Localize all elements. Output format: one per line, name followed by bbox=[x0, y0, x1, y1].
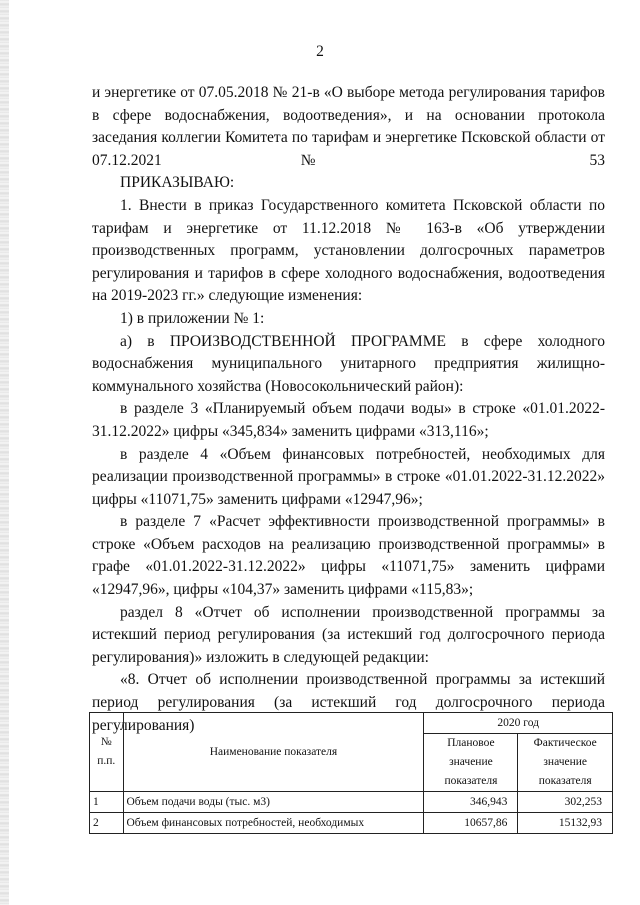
header-actual-value: Фактическое значение показателя bbox=[518, 734, 613, 792]
row-planned-value: 346,943 bbox=[424, 792, 518, 813]
row-number: 2 bbox=[90, 813, 124, 834]
row-actual-value: 302,253 bbox=[518, 792, 613, 813]
paragraph-item-1: 1. Внести в приказ Государственного комитета Псковской области по тарифам и энергетике от 11.12.2018 № 163-в «Об утверждении производственных программ, установлении долгосрочных параметров регулирования и тарифов в сфере холодного водоснабжения, водоотведения на 2019-2023 гг.» следующие изменения: bbox=[92, 196, 605, 305]
header-planned-value: Плановое значение показателя bbox=[424, 734, 518, 792]
paragraph-intro: и энергетике от 07.05.2018 № 21-в «О выборе метода регулирования тарифов в сфере водоснабжения, водоотведения», и на основании протокола заседания коллегии Комитета по тарифам и энергетике Псковской области от 07.12.2021 № 53 bbox=[92, 84, 605, 169]
header-indicator-name: Наименование показателя bbox=[123, 713, 424, 792]
paragraph-program: а) в ПРОИЗВОДСТВЕННОЙ ПРОГРАММЕ в сфере холодного водоснабжения муниципального унитарного предприятия жилищно-коммунального хозяйства (Новосокольнический район): bbox=[92, 332, 605, 395]
paragraph-section-7: в разделе 7 «Расчет эффективности производственной программы» в строке «Объем расходов на реализацию производственной программы» в графе «01.01.2022-31.12.2022» цифры «11071,75» заменить цифрами «12947,96», цифры «104,37» заменить цифрами «115,83»; bbox=[92, 513, 605, 599]
paragraph-appendix: 1) в приложении № 1: bbox=[120, 309, 265, 327]
paragraph-section-8: раздел 8 «Отчет об исполнении производственной программы за истекший период регулирования (за истекший год долгосрочного периода регулирования)» изложить в следующей редакции: bbox=[92, 603, 605, 666]
row-actual-value: 15132,93 bbox=[518, 813, 613, 834]
header-number: № п.п. bbox=[90, 713, 124, 792]
scan-edge-artifact bbox=[0, 0, 9, 905]
row-planned-value: 10657,86 bbox=[424, 813, 518, 834]
paragraph-section-3: в разделе 3 «Планируемый объем подачи воды» в строке «01.01.2022-31.12.2022» цифры «345,834» заменить цифрами «313,116»; bbox=[92, 400, 605, 440]
page-number: 2 bbox=[316, 43, 324, 60]
paragraph-order-heading: ПРИКАЗЫВАЮ: bbox=[120, 174, 235, 192]
table-row bbox=[90, 792, 613, 813]
row-indicator-name: Объем подачи воды (тыс. м3) bbox=[123, 792, 424, 813]
header-year: 2020 год bbox=[424, 713, 613, 734]
row-number: 1 bbox=[90, 792, 124, 813]
document-body bbox=[92, 82, 605, 737]
paragraph-report-title: «8. Отчет об исполнении производственной программы за истекший период регулирования (за истекший год долгосрочного периода регулирования) bbox=[92, 671, 605, 734]
table-row bbox=[90, 813, 613, 834]
report-table bbox=[89, 712, 613, 834]
paragraph-section-4: в разделе 4 «Объем финансовых потребностей, необходимых для реализации производственной программы» в строке «01.01.2022-31.12.2022» цифры «11071,75» заменить цифрами «12947,96»; bbox=[92, 445, 605, 508]
row-indicator-name: Объем финансовых потребностей, необходимых bbox=[123, 813, 424, 834]
